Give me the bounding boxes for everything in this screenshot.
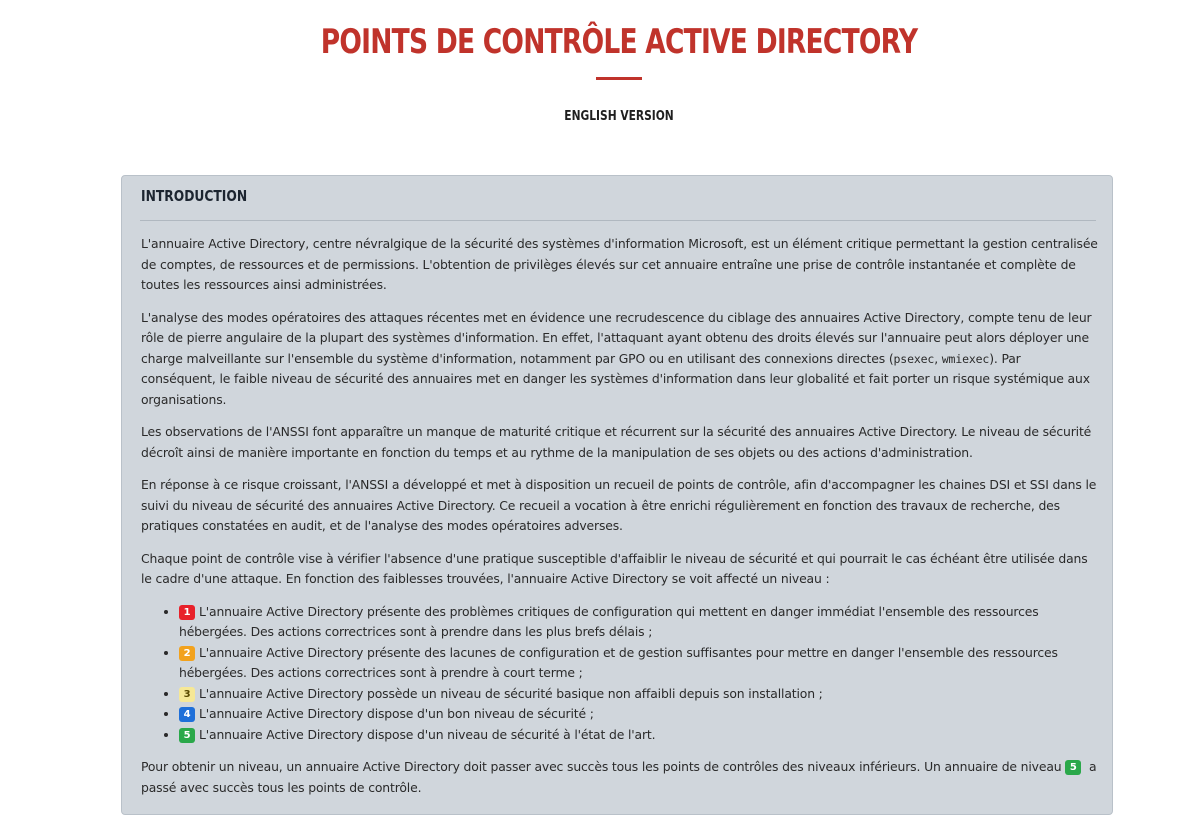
paragraph-text: ). Par conséquent, le faible niveau de sécurité des annuaires met en danger les systèmes d'information dans leur globalité et fait porter un risque systémique aux organisations. xyxy=(141,350,1090,407)
level-text: L'annuaire Active Directory présente des lacunes de configuration et de gestion suffisantes pour mettre en danger l'ensemble des ressources hébergées. Des actions correctrices sont à prendre à court terme ; xyxy=(179,644,1058,680)
level-item-2 xyxy=(179,643,1099,684)
level-text: L'annuaire Active Directory dispose d'un bon niveau de sécurité ; xyxy=(199,706,594,721)
level-item-5 xyxy=(179,725,1099,746)
level-badge-1: 1 xyxy=(179,605,195,620)
english-version-link[interactable]: ENGLISH VERSION xyxy=(564,109,674,124)
level-item-3 xyxy=(179,684,1099,705)
heading-divider xyxy=(140,220,1096,221)
introduction-heading: INTRODUCTION xyxy=(141,187,248,205)
code-separator: , xyxy=(934,350,942,366)
intro-paragraph-3: Les observations de l'ANSSI font apparaître un manque de maturité critique et récurrent sur la sécurité des annuaires Active Directory. Le niveau de sécurité décroît ainsi de manière importante en fonction du temps et au rythme de la manipulation de ses objets ou des actions d'administration. xyxy=(141,424,1092,460)
level-list xyxy=(141,602,1099,746)
intro-paragraph-6 xyxy=(141,757,1099,798)
introduction-panel xyxy=(121,175,1113,815)
intro-paragraph-1: L'annuaire Active Directory, centre névralgique de la sécurité des systèmes d'information Microsoft, est un élément critique permettant la gestion centralisée de comptes, de ressources et de permissions. L'obtention de privilèges élevés sur cet annuaire entraîne une prise de contrôle instantanée et complète de toutes les ressources ainsi administrées. xyxy=(141,236,1098,292)
level-item-1 xyxy=(179,602,1099,643)
introduction-body xyxy=(141,234,1099,810)
paragraph-text: a passé avec succès tous les points de contrôle. xyxy=(141,759,1097,795)
psexec-code: psexec xyxy=(893,351,935,366)
title-underline xyxy=(596,77,642,80)
intro-paragraph-2 xyxy=(141,308,1099,411)
level-text: L'annuaire Active Directory possède un niveau de sécurité basique non affaibli depuis son installation ; xyxy=(199,685,823,701)
paragraph-text: L'analyse des modes opératoires des attaques récentes met en évidence une recrudescence du ciblage des annuaires Active Directory, compte tenu de leur rôle de pierre angulaire de la plupart des systèmes d'information. En effet, l'attaquant ayant obtenu des droits élevés sur l'annuaire peut alors déployer une charge malveillante sur l'ensemble du système d'information, notamment par GPO ou en utilisant des connexions directes ( xyxy=(141,309,1092,366)
intro-paragraph-5: Chaque point de contrôle vise à vérifier l'absence d'une pratique susceptible d'affaiblir le niveau de sécurité et qui pourrait le cas échéant être utilisée dans le cadre d'une attaque. En fonction des faiblesses trouvées, l'annuaire Active Directory se voit affecté un niveau : xyxy=(141,550,1088,586)
paragraph-text: Pour obtenir un niveau, un annuaire Active Directory doit passer avec succès tous les points de contrôles des niveaux inférieurs. Un annuaire de niveau xyxy=(141,759,1066,774)
wmiexec-code: wmiexec xyxy=(941,351,990,366)
level-item-4 xyxy=(179,704,1099,725)
level-badge-3: 3 xyxy=(179,687,195,702)
level-text: L'annuaire Active Directory dispose d'un niveau de sécurité à l'état de l'art. xyxy=(199,726,656,742)
level-badge-2: 2 xyxy=(179,646,195,661)
level-badge-5: 5 xyxy=(179,728,195,743)
level-badge-inline: 5 xyxy=(1065,760,1081,775)
page-title: POINTS DE CONTRÔLE ACTIVE DIRECTORY xyxy=(320,22,918,62)
level-badge-4: 4 xyxy=(179,707,195,722)
level-text: L'annuaire Active Directory présente des problèmes critiques de configuration qui mettent en danger immédiat l'ensemble des ressources hébergées. Des actions correctrices sont à prendre dans les plus brefs délais ; xyxy=(179,603,1039,639)
intro-paragraph-4: En réponse à ce risque croissant, l'ANSSI a développé et met à disposition un recueil de points de contrôle, afin d'accompagner les chaines DSI et SSI dans le suivi du niveau de sécurité des annuaires Active Directory. Ce recueil a vocation à être enrichi régulièrement en fonction des travaux de recherche, des pratiques constatées en audit, et de l'analyse des modes opératoires adverses. xyxy=(141,477,1097,533)
